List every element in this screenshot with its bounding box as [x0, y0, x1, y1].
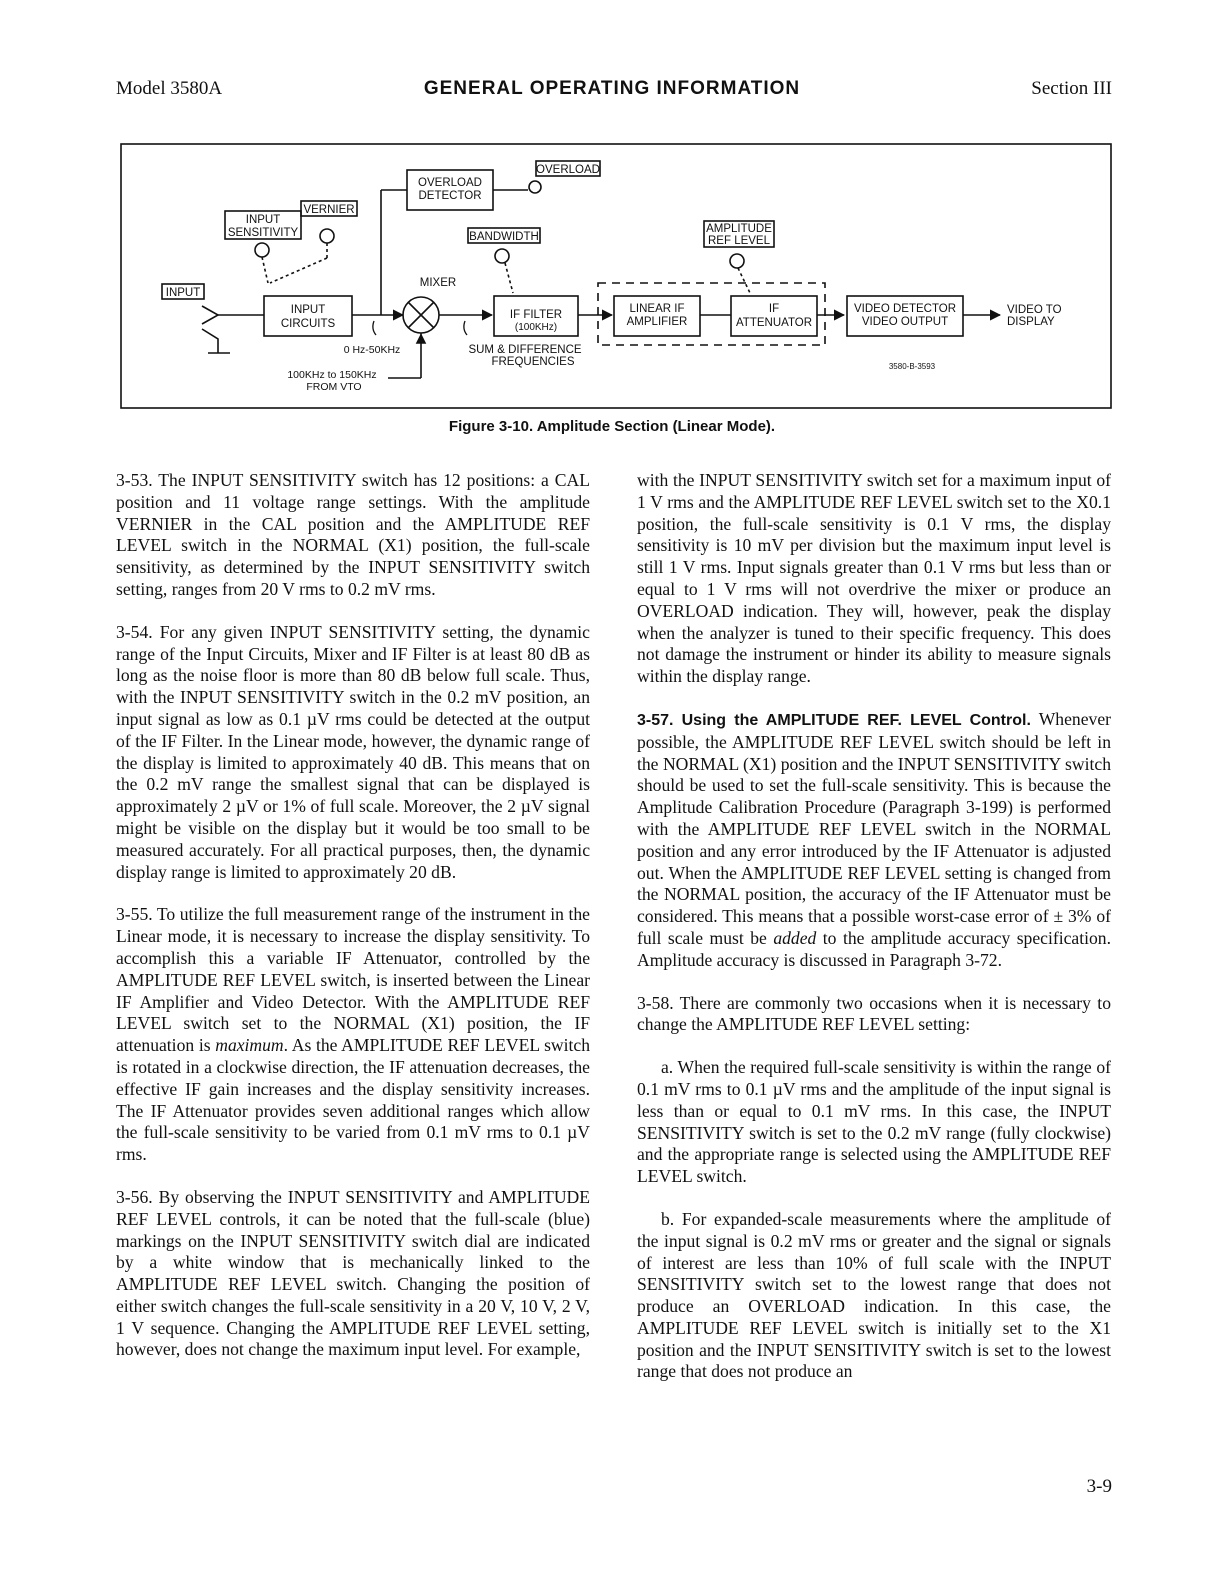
input-circuits-label-2: CIRCUITS	[280, 318, 336, 330]
paragraph-3-55	[116, 904, 590, 1166]
paragraph-b: b. For expanded-scale measurements where the amplitude of the input signal is 0.2 mV rms or greater and the signal or signals of interest are less than 10% of full scale with the INPUT SENSITIVITY switch set to the lowest range that does not produce an OVERLOAD indication. In this case, the AMPLITUDE REF LEVEL switch is initially set to the X1 position and the INPUT SENSITIVITY switch is set to the lowest range that does not produce an	[637, 1208, 1111, 1382]
page-number: 3-9	[1086, 1476, 1112, 1497]
input-sensitivity-label-2: SENSITIVITY	[227, 227, 299, 239]
figure-caption: Figure 3-10. Amplitude Section (Linear Mode).	[448, 418, 776, 435]
bandwidth-knob	[495, 249, 509, 263]
block-diagram	[120, 143, 1112, 409]
paragraph-3-57-part-a: Whenever possible, the AMPLITUDE REF LEVEL switch should be left in the NORMAL (X1) position and the INPUT SENSITIVITY switch should be used to set the full-scale sensitivity. This is because the Amplitude Calibration Procedure (Paragraph 3-199) is performed with the AMPLITUDE REF LEVEL switch in the NORMAL position and any error introduced by the IF Attenuator is adjusted out. When the AMPLITUDE REF LEVEL setting is changed from the NORMAL position, the accuracy of the IF Attenuator must be considered. This means that a possible worst-case error of ± 3% of full scale must be	[637, 708, 1111, 948]
freq-range-label: 0 Hz-50KHz	[343, 344, 401, 356]
mixer-label: MIXER	[419, 277, 457, 289]
paragraph-3-56: 3-56. By observing the INPUT SENSITIVITY and AMPLITUDE REF LEVEL controls, it can be noted that the full-scale (blue) markings on the INPUT SENSITIVITY switch dial are indicated by a white window that is mechanically linked to the AMPLITUDE REF LEVEL switch. Changing the position of either switch changes the full-scale sensitivity in a 20 V, 10 V, 2 V, 1 V sequence. Changing the AMPLITUDE REF LEVEL setting, however, does not change the maximum input level. For example,	[116, 1186, 590, 1360]
input-sensitivity-label-1: INPUT	[245, 214, 281, 226]
amplitude-ref-level-label-2: REF LEVEL	[708, 235, 770, 247]
paragraph-3-56-continued: with the INPUT SENSITIVITY switch set for a maximum input of 1 V rms and the AMPLITUDE REF LEVEL switch set to the X0.1 position, the full-scale sensitivity is 0.1 V rms, the display sensitivity is 10 mV per division but the maximum input level is still 1 V rms. Input signals greater than 0.1 V rms but less than or equal to 1 V rms will not overdrive the mixer or produce an OVERLOAD indication. They will, however, peak the display when the analyzer is tuned to their specific frequency. This does not damage the instrument or hinder its ability to measure signals within the display range.	[637, 470, 1111, 687]
header-model: Model 3580A	[116, 78, 223, 99]
if-filter-label-1: IF FILTER	[509, 309, 563, 321]
video-detector-label-1: VIDEO DETECTOR	[853, 303, 957, 315]
section-heading-3-57: 3-57. Using the AMPLITUDE REF. LEVEL Control.	[637, 711, 1031, 729]
input-label: INPUT	[165, 287, 201, 299]
vernier-label: VERNIER	[303, 204, 355, 216]
amplitude-ref-level-knob	[730, 254, 744, 268]
overload-detector-label-2: DETECTOR	[418, 190, 482, 202]
if-filter-label-2: (100KHz)	[514, 322, 558, 333]
input-circuits-box	[264, 296, 352, 336]
paragraph-3-53: 3-53. The INPUT SENSITIVITY switch has 12 positions: a CAL position and 11 voltage range settings. With the amplitude VERNIER in the CAL position and the AMPLITUDE REF LEVEL switch in the NORMAL (X1) position, the full-scale sensitivity, as determined by the INPUT SENSITIVITY switch setting, ranges from 20 V rms to 0.2 mV rms.	[116, 470, 590, 599]
bandwidth-label: BANDWIDTH	[469, 231, 539, 243]
paragraph-3-57-emphasis: added	[773, 927, 817, 948]
header-section: Section III	[1031, 78, 1112, 99]
video-to-display-label-1: VIDEO TO	[1007, 304, 1062, 316]
sum-difference-label-2: FREQUENCIES	[491, 356, 575, 368]
if-attenuator-label-2: ATTENUATOR	[735, 317, 813, 329]
overload-detector-label-1: OVERLOAD	[418, 177, 482, 189]
figure-frame	[121, 144, 1111, 408]
paragraph-3-57	[637, 709, 1111, 972]
input-circuits-label-1: INPUT	[290, 304, 326, 316]
paragraph-3-55-part-b: . As the AMPLITUDE REF LEVEL switch is rotated in a clockwise direction, the IF attenuation decreases, the effective IF gain increases and the display sensitivity increases. The IF Attenuator provides seven additional ranges which allow the full-scale sensitivity to be varied from 0.1 mV rms to 0.1 µV rms.	[116, 1035, 591, 1165]
vto-label-1: 100KHz to 150KHz	[287, 369, 377, 381]
video-to-display-label-2: DISPLAY	[1007, 316, 1055, 328]
video-detector-label-2: VIDEO OUTPUT	[861, 316, 949, 328]
paragraph-3-58: 3-58. There are commonly two occasions when it is necessary to change the AMPLITUDE REF LEVEL setting:	[637, 992, 1111, 1035]
linear-if-label-1: LINEAR IF	[629, 303, 685, 315]
paragraph-3-55-emphasis: maximum	[215, 1035, 284, 1056]
vernier-knob	[320, 229, 334, 243]
header-title: GENERAL OPERATING INFORMATION	[423, 78, 801, 99]
sum-difference-label-1: SUM & DIFFERENCE	[468, 344, 582, 356]
overload-lamp	[529, 181, 541, 193]
paragraph-3-54: 3-54. For any given INPUT SENSITIVITY setting, the dynamic range of the Input Circuits, Mixer and IF Filter is at least 80 dB as long as the noise floor is more than 80 dB below full scale. Thus, with the INPUT SENSITIVITY switch in the 0.2 mV position, an input signal as low as 0.1 µV rms could be detected at the output of the IF Filter. In the Linear mode, however, the dynamic range of the display is limited to approximately 40 dB. This means that on the 0.2 mV range the smallest signal that can be displayed is approximately 2 µV or 1% of full scale. Moreover, the 2 µV signal might be visible on the display but it would be too small to be measured accurately. For all practical purposes, then, the dynamic display range is limited to approximately 20 dB.	[116, 621, 590, 882]
amplitude-ref-level-label-1: AMPLITUDE	[706, 223, 772, 235]
vto-label-2: FROM VTO	[306, 381, 362, 393]
paragraph-3-57-part-b: to the amplitude accuracy specification. Amplitude accuracy is discussed in Paragraph 3-72.	[637, 927, 1111, 970]
if-attenuator-label-1: IF	[768, 303, 780, 315]
input-sensitivity-knob	[255, 243, 269, 257]
right-column	[637, 470, 1111, 1404]
left-column	[116, 470, 590, 1382]
drawing-number: 3580-B-3593	[888, 362, 936, 371]
linear-if-label-2: AMPLIFIER	[626, 316, 688, 328]
if-attenuator-box	[731, 296, 817, 336]
overload-label: OVERLOAD	[536, 164, 600, 176]
paragraph-3-55-part-a: 3-55. To utilize the full measurement range of the instrument in the Linear mode, it is necessary to increase the display sensitivity. To accomplish this a variable IF Attenuator, controlled by the AMPLITUDE REF LEVEL switch, is inserted between the Linear IF Amplifier and Video Detector. With the AMPLITUDE REF LEVEL switch set to the NORMAL (X1) position, the IF attenuation is	[116, 904, 590, 1056]
paragraph-a: a. When the required full-scale sensitivity is within the range of 0.1 mV rms to 0.1 µV rms and the amplitude of the input signal is less than or equal to 0.1 mV rms. In this case, the INPUT SENSITIVITY switch is set to the 0.2 mV range (fully clockwise) and the appropriate range is selected using the AMPLITUDE REF LEVEL switch.	[637, 1057, 1111, 1187]
